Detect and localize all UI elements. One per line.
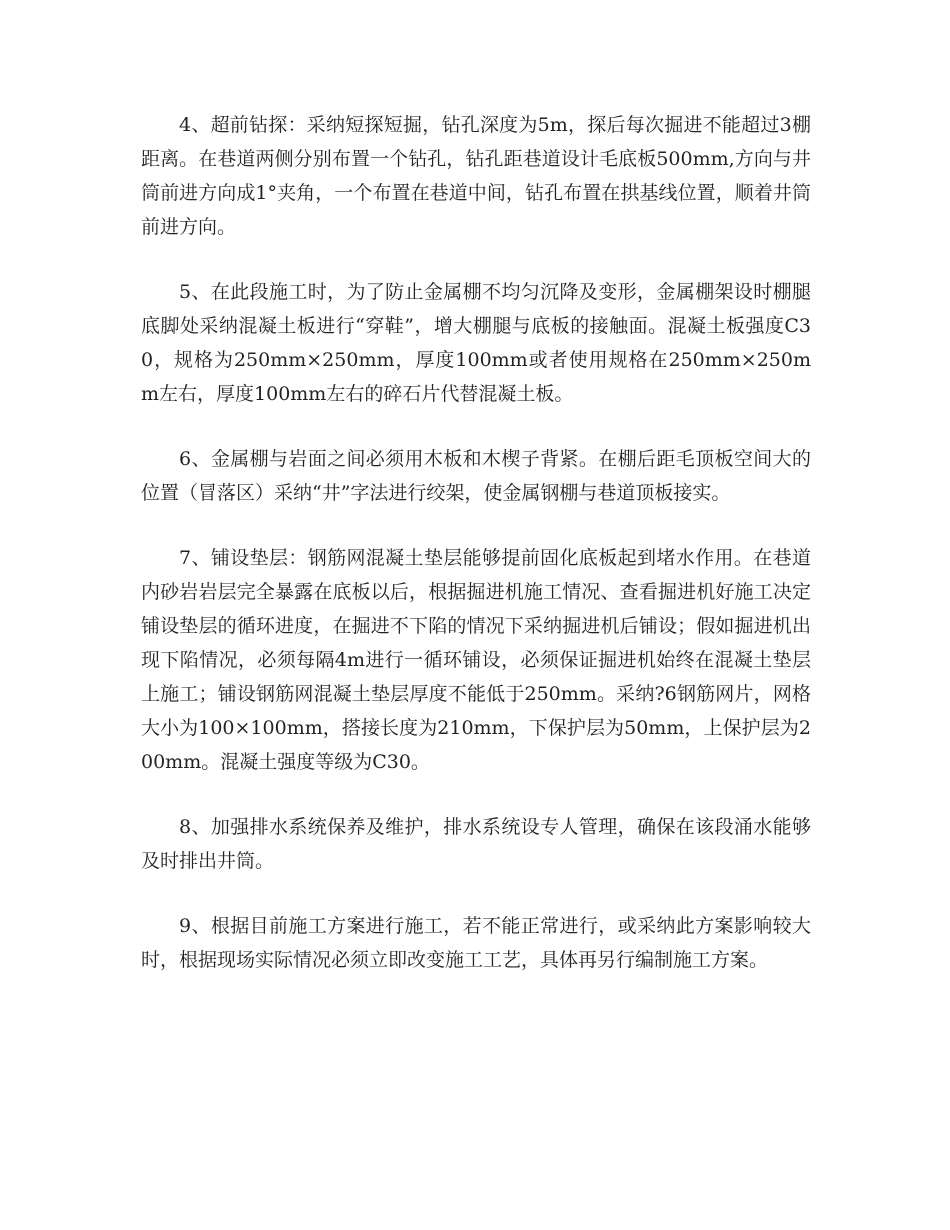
paragraph-item-9: 9、根据目前施工方案进行施工，若不能正常进行，或采纳此方案影响较大时，根据现场实际情况必须立即改变施工工艺，具体再另行编制施工方案。 — [141, 915, 811, 971]
paragraph-item-6: 6、金属棚与岩面之间必须用木板和木楔子背紧。在棚后距毛顶板空间大的位置（冒落区）采纳“井”字法进行绞架，使金属钢棚与巷道顶板接实。 — [141, 448, 811, 504]
paragraph-item-8: 8、加强排水系统保养及维护，排水系统设专人管理，确保在该段涌水能够及时排出井筒。 — [141, 816, 811, 872]
paragraph-item-5: 5、在此段施工时，为了防止金属棚不均匀沉降及变形，金属棚架设时棚腿底脚处采纳混凝土板进行“穿鞋”，增大棚腿与底板的接触面。混凝土板强度C30，规格为250mm×250mm，厚度100mm或者使用规格在250mm×250mm左右，厚度100mm左右的碎石片代替混凝土板。 — [141, 281, 811, 405]
paragraph-item-4: 4、超前钻探：采纳短探短掘，钻孔深度为5m，探后每次掘进不能超过3棚距离。在巷道两侧分别布置一个钻孔，钻孔距巷道设计毛底板500mm,方向与井筒前进方向成1°夹角，一个布置在巷道中间，钻孔布置在拱基线位置，顺着井筒前进方向。 — [141, 114, 811, 238]
paragraph-item-7: 7、铺设垫层：钢筋网混凝土垫层能够提前固化底板起到堵水作用。在巷道内砂岩岩层完全暴露在底板以后，根据掘进机施工情况、查看掘进机好施工决定铺设垫层的循环进度，在掘进不下陷的情况下采纳掘进机后铺设；假如掘进机出现下陷情况，必须每隔4m进行一循环铺设，必须保证掘进机始终在混凝土垫层上施工；铺设钢筋网混凝土垫层厚度不能低于250mm。采纳?6钢筋网片，网格大小为100×100mm，搭接长度为210mm，下保护层为50mm，上保护层为200mm。混凝土强度等级为C30。 — [141, 547, 811, 773]
document-page — [141, 108, 811, 1008]
